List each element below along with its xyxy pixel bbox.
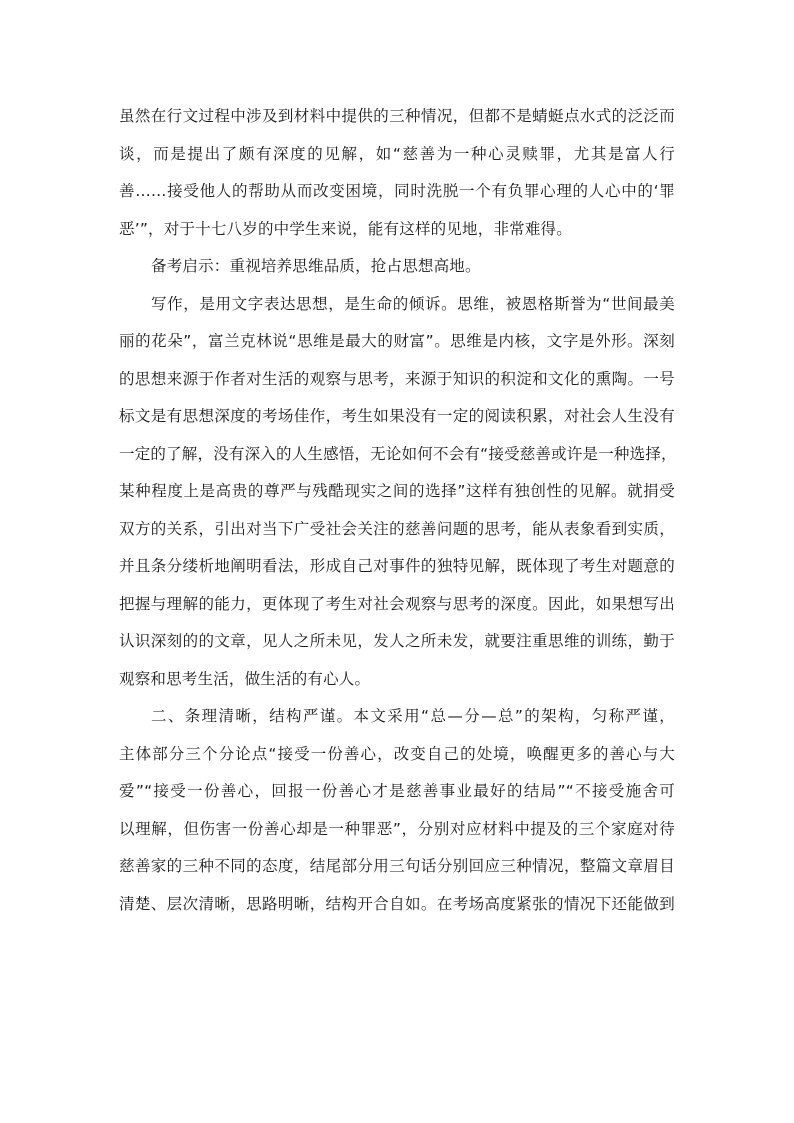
text-line: 谈，而是提出了颇有深度的见解，如“慈善为一种心灵赎罪，尤其是富人行 <box>119 144 675 163</box>
text-line: 双方的关系，引出对当下广受社会关注的慈善问题的思考，能从表象看到实质， <box>119 519 675 538</box>
text-line: 主体部分三个分论点“接受一份善心，改变自己的处境，唤醒更多的善心与大 <box>119 744 675 763</box>
text-line: 以理解，但伤害一份善心却是一种罪恶”，分别对应材料中提及的三个家庭对待 <box>119 819 675 838</box>
text-line: 虽然在行文过程中涉及到材料中提供的三种情况，但都不是蜻蜓点水式的泛泛而 <box>119 107 675 125</box>
text-line: 并且条分缕析地阐明看法，形成自己对事件的独特见解，既体现了考生对题意的 <box>119 557 675 575</box>
text-line: 爱”“接受一份善心，回报一份善心才是慈善事业最好的结局”“不接受施舍可 <box>119 782 675 800</box>
text-line: 慈善家的三种不同的态度，结尾部分用三句话分别回应三种情况，整篇文章眉目 <box>119 857 675 875</box>
text-line: 把握与理解的能力，更体现了考生对社会观察与思考的深度。因此，如果想写出 <box>119 594 675 613</box>
paragraph-intro <box>119 98 675 248</box>
text-line: 恶’”，对于十七八岁的中学生来说，能有这样的见地，非常难得。 <box>119 219 572 238</box>
text-line: 标文是有思想深度的考场佳作，考生如果没有一定的阅读积累，对社会人生没有 <box>119 407 675 425</box>
text-line: 二、条理清晰，结构严谨。本文采用“总—分—总”的架构，匀称严谨， <box>151 707 675 725</box>
text-line: 丽的花朵”，富兰克林说“思维是最大的财富”。思维是内核，文字是外形。深刻 <box>119 332 675 350</box>
paragraph-structure <box>119 698 675 923</box>
document-page <box>119 98 675 923</box>
text-line: 的思想来源于作者对生活的观察与思考，来源于知识的积淀和文化的熏陶。一号 <box>119 369 675 388</box>
text-line: 某种程度上是高贵的尊严与残酷现实之间的选择”这样有独创性的见解。就捐受 <box>119 482 675 500</box>
text-line: 一定的了解，没有深入的人生感悟，无论如何不会有“接受慈善或许是一种选择， <box>119 444 677 463</box>
text-line: 认识深刻的的文章，见人之所未见，发人之所未发，就要注重思维的训练，勤于 <box>119 632 675 650</box>
text-line: 清楚、层次清晰，思路明晰，结构开合自如。在考场高度紧张的情况下还能做到 <box>119 894 675 913</box>
paragraph-writing-thinking <box>119 286 675 699</box>
paragraph-exam-tip <box>119 248 675 286</box>
text-line: 善……接受他人的帮助从而改变困境，同时洗脱一个有负罪心理的人心中的‘罪 <box>119 182 675 200</box>
text-line: 备考启示：重视培养思维品质，抢占思想高地。 <box>151 257 481 275</box>
text-line: 观察和思考生活，做生活的有心人。 <box>119 669 371 688</box>
text-line: 写作，是用文字表达思想，是生命的倾诉。思维，被恩格斯誉为“世间最美 <box>151 294 675 313</box>
